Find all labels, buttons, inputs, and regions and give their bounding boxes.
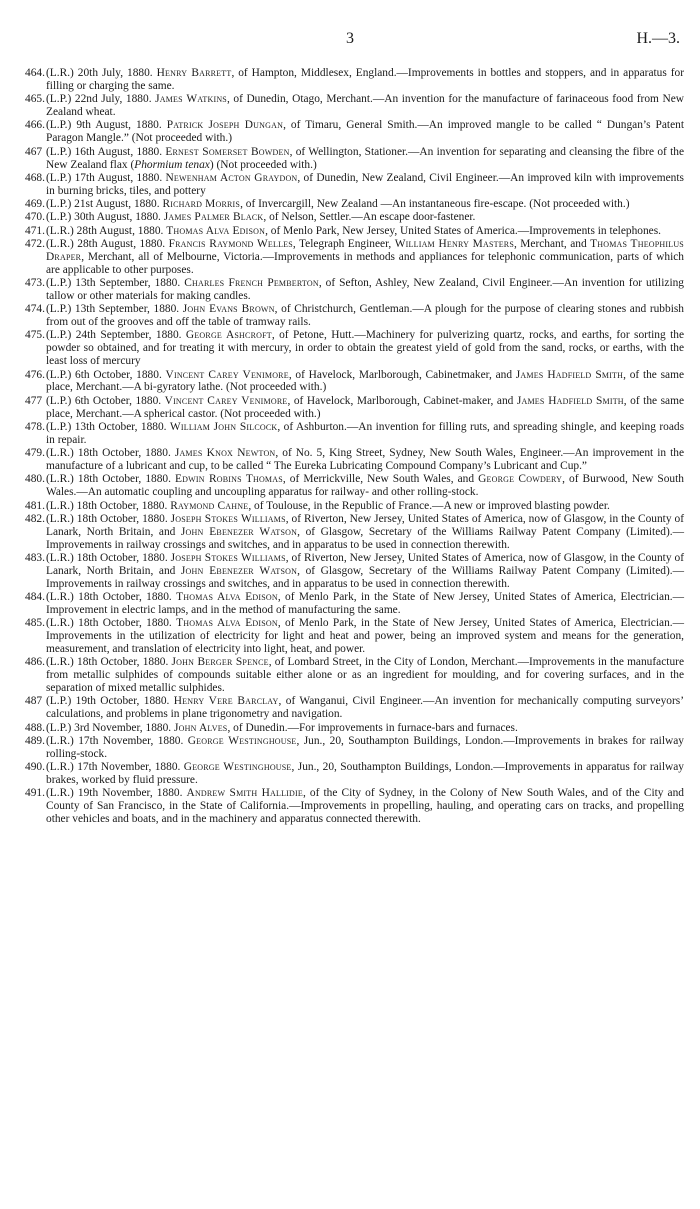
- entry-number: 471.: [25, 224, 45, 237]
- entry-text: , of Timaru, General Smith.—An improved mangle to be called “ Dungan’s Patent Paragon Mangle.” (Not proceeded with.): [46, 119, 684, 145]
- entry-text: , of Christchurch, Gentleman.—A plough for the purpose of clearing stones and rubbish from out of the grooves and off the table of tramway rails.: [46, 303, 684, 329]
- entry-text: (L.R.) 17th November, 1880.: [46, 734, 188, 747]
- entry-text: (L.P.) 24th September, 1880.: [46, 329, 186, 342]
- entry-number: 487: [25, 695, 43, 708]
- entry-text: , of Petone, Hutt.—Machinery for pulverizing quartz, rocks, and earths, for sorting the powder so obtained, and for treating it with mercury, in order to obtain the greatest yield of gold from the sand, rocks, or earths, with the least loss of mercury: [46, 329, 685, 368]
- entry-name: Thomas Theophilus Draper: [46, 237, 684, 263]
- entry-text: , of Havelock, Marlborough, Cabinetmaker, and: [288, 368, 516, 381]
- entry-number: 477: [25, 394, 43, 407]
- entry-text: (L.P.) 21st August, 1880.: [46, 198, 163, 211]
- entry-number: 483.: [25, 551, 45, 564]
- entry-name: John Ebenezer Watson: [180, 525, 298, 538]
- entry-number: 485.: [25, 617, 45, 630]
- entry-name: George Cowdery: [478, 473, 563, 486]
- entry-text: , of Wellington, Stationer.—An invention for separating and cleansing the fibre of the New Zealand flax (: [46, 145, 684, 171]
- entry-text: (L.R.) 18th October, 1880.: [46, 617, 177, 630]
- entry-text: , of the same place, Merchant.—A bi-gyratory lathe. (Not proceeded with.): [46, 368, 684, 394]
- patent-entry: [25, 512, 684, 552]
- entry-number: 479.: [25, 447, 45, 460]
- patent-entry: [25, 656, 684, 695]
- entry-name: Henry Barrett: [156, 67, 232, 79]
- entry-number: 475.: [25, 329, 45, 342]
- entry-text: (L.P.) 3rd November, 1880.: [46, 721, 174, 734]
- entry-text: (L.R.) 18th October, 1880.: [46, 473, 175, 486]
- entry-number: 489.: [25, 734, 45, 747]
- patent-entry: [25, 211, 684, 224]
- entry-text: , Merchant, all of Melbourne, Victoria.—Improvements in methods and appliances for telephonic communication, parts of which are applicable to other purposes.: [46, 250, 684, 276]
- patent-entry: [25, 237, 684, 277]
- patent-entry: [25, 695, 684, 721]
- entry-name: Vincent Carey Venimore: [165, 368, 289, 381]
- patent-entry: [25, 93, 684, 119]
- entry-number: 464.: [25, 67, 45, 79]
- entry-text: , of Havelock, Marlborough, Cabinet-maker, and: [287, 394, 517, 407]
- entry-text: (L.P.) 9th August, 1880.: [46, 119, 167, 132]
- patent-entry: [25, 420, 684, 447]
- patent-entry: [25, 551, 684, 591]
- entry-text: (L.P.) 13th September, 1880.: [46, 277, 185, 290]
- patent-entry: [25, 67, 685, 93]
- entry-text: (L.P.) 6th October, 1880.: [46, 368, 166, 381]
- entry-text: ) (Not proceeded with.): [209, 158, 317, 171]
- entry-text: , of the City of Sydney, in the Colony of New South Wales, and of the City and County of San Francisco, in the State of California.—Improvements in propelling, hauling, and operating cars on tracks, and propelling other vehicles and boats, and in the machinery and apparatus connected therewith.: [46, 787, 685, 826]
- patent-entry: [25, 329, 685, 368]
- patent-entry: [25, 473, 684, 499]
- entry-name: William John Silcock: [169, 420, 278, 433]
- entry-number: 491.: [25, 787, 45, 800]
- entry-text: (L.R.) 18th October, 1880.: [46, 512, 171, 525]
- entry-text: , of Merrickville, New South Wales, and: [282, 473, 479, 486]
- entry-number: 468.: [25, 171, 45, 184]
- patent-entry: [25, 171, 684, 198]
- entry-number: 474.: [25, 303, 45, 316]
- entry-name: Ernest Somerset Bowden: [165, 145, 290, 158]
- entry-name: James Watkins: [155, 93, 227, 106]
- entry-name: James Hadfield Smith: [515, 368, 624, 381]
- entry-name: Andrew Smith Hallidie: [186, 787, 303, 800]
- patent-entry: [25, 761, 684, 787]
- entry-number: 472.: [25, 237, 45, 250]
- entry-text: , Telegraph Engineer,: [292, 237, 395, 250]
- entry-name: George Westinghouse: [187, 734, 297, 747]
- patent-entry: [25, 198, 684, 211]
- entry-number: 482.: [25, 512, 45, 525]
- entry-name: John Berger Spence: [171, 656, 269, 669]
- patent-entry: [25, 119, 684, 145]
- entry-number: 465.: [25, 93, 45, 106]
- entry-text: , of Dunedin, New Zealand, Civil Engineer.—An improved kiln with improvements in burning bricks, tiles, and pottery: [46, 171, 684, 197]
- entry-text: (L.R.) 17th November, 1880.: [46, 761, 184, 774]
- entry-text: (L.R.) 28th August, 1880.: [46, 224, 167, 237]
- patent-entry: [25, 303, 684, 329]
- entry-name: Edwin Robins Thomas: [175, 473, 283, 486]
- entry-name: George Westinghouse: [183, 761, 292, 774]
- entry-number: 467: [25, 145, 43, 158]
- entry-name: Joseph Stokes Williams: [170, 551, 286, 564]
- entry-italic-text: Phormium tenax: [134, 158, 210, 171]
- entry-text: (L.P.) 16th August, 1880.: [46, 145, 166, 158]
- patent-entry: [25, 224, 684, 238]
- entry-text: (L.R.) 18th October, 1880.: [46, 447, 175, 460]
- entry-text: , of Burwood, New South Wales.—An automatic coupling and uncoupling apparatus for railway- and other rolling-stock.: [46, 473, 684, 499]
- entry-text: (L.R.) 19th November, 1880.: [46, 787, 187, 800]
- entry-text: , of Nelson, Settler.—An escape door-fastener.: [263, 211, 476, 224]
- entry-text: , Merchant, and: [514, 237, 591, 250]
- entry-text: , of Lombard Street, in the City of London, Merchant.—Improvements in the manufacture from metallic sulphides of compounds suitable either alone or as an ingredient for moulding, and for covering surfaces, and in the separation of mixed metallic sulphides.: [46, 656, 684, 695]
- entry-name: Vincent Carey Venimore: [164, 394, 288, 407]
- entry-number: 480.: [25, 473, 45, 486]
- entry-number: 486.: [25, 656, 45, 669]
- patent-entries-list: [25, 67, 685, 827]
- entry-text: (L.P.) 30th August, 1880.: [46, 211, 164, 224]
- patent-entry: [25, 394, 685, 421]
- entry-text: (L.P.) 19th October, 1880.: [46, 695, 174, 708]
- entry-text: , of Hampton, Middlesex, England.—Improvements in bottles and stoppers, and in apparatus for filling or charging the same.: [46, 67, 685, 92]
- patent-entry: [25, 591, 685, 617]
- patent-entry: [25, 721, 684, 735]
- entry-number: 470.: [25, 211, 45, 224]
- entry-number: 478.: [25, 420, 45, 433]
- entry-text: , of Menlo Park, New Jersey, United States of America.—Improvements in telephones.: [265, 224, 662, 237]
- entry-name: James Palmer Black: [163, 211, 264, 224]
- entry-text: (L.R.) 18th October, 1880.: [46, 656, 172, 669]
- entry-text: , of Toulouse, in the Republic of France.—A new or improved blasting powder.: [248, 499, 610, 512]
- entry-text: , of Invercargill, New Zealand —An instantaneous fire-escape. (Not proceeded with.): [240, 198, 630, 211]
- entry-name: James Hadfield Smith: [516, 394, 624, 407]
- entry-name: John Evans Brown: [182, 303, 275, 316]
- patent-entry: [25, 145, 684, 172]
- entry-number: 476.: [25, 368, 45, 381]
- entry-text: , of the same place, Merchant.—A spherical castor. (Not proceeded with.): [46, 394, 685, 420]
- entry-number: 466.: [25, 119, 45, 132]
- entry-name: John Alves: [173, 721, 228, 734]
- entry-number: 473.: [25, 277, 45, 290]
- entry-name: George Ashcroft: [185, 329, 272, 342]
- entry-text: , of Dunedin, Otago, Merchant.—An invention for the manufacture of farinaceous food from New Zealand wheat.: [46, 93, 684, 119]
- entry-name: John Ebenezer Watson: [180, 564, 298, 577]
- entry-name: Henry Vere Barclay: [173, 695, 279, 708]
- entry-text: , of Glasgow, Secretary of the Williams Railway Patent Company (Limited).—Improvements in railway crossings and switches, and in apparatus to be used in connection therewith.: [46, 525, 684, 551]
- entry-number: 488.: [25, 721, 45, 734]
- entry-text: , of Sefton, Ashley, New Zealand, Civil Engineer.—An invention for utilizing tallow or other materials for making candles.: [46, 277, 684, 302]
- entry-text: , of Wanganui, Civil Engineer.—An invention for mechanically computing surveyors’ calculations, and problems in plane trigonometry and navigation.: [46, 695, 684, 721]
- entry-name: William Henry Masters: [394, 237, 514, 250]
- patent-entry: [25, 617, 685, 656]
- entry-text: , of No. 5, King Street, Sydney, New South Wales, Engineer.—An improvement in the manufacture of a lubricant and cup, to be called “ The Eureka Lubricating Compound Company’s Lubricant and Cup.”: [46, 447, 684, 473]
- entry-text: , Jun., 20, Southampton Buildings, London.—Improvements in apparatus for railway brakes, worked by fluid pressure.: [46, 761, 684, 787]
- page-header: [0, 30, 700, 52]
- entry-text: (L.R.) 20th July, 1880.: [46, 67, 157, 79]
- entry-number: 481.: [25, 499, 45, 512]
- entry-text: , of Riverton, New Jersey, United States of America, now of Glasgow, in the County of Lanark, North Britain, and: [46, 512, 684, 538]
- entry-text: (L.P.) 17th August, 1880.: [46, 171, 166, 184]
- entry-name: Thomas Alva Edison: [176, 617, 278, 630]
- entry-text: , of Ashburton.—An invention for filling ruts, and spreading shingle, and keeping roads in repair.: [46, 420, 684, 446]
- patent-entry: [25, 499, 684, 513]
- entry-number: 469.: [25, 198, 45, 211]
- entry-text: (L.R.) 18th October, 1880.: [46, 591, 177, 604]
- entry-name: Patrick Joseph Dungan: [166, 119, 284, 132]
- entry-text: (L.P.) 22nd July, 1880.: [46, 93, 156, 106]
- entry-text: , Jun., 20, Southampton Buildings, London.—Improvements in brakes for railway rolling-stock.: [46, 734, 684, 760]
- entry-name: Richard Morris: [162, 198, 241, 211]
- entry-name: James Knox Newton: [174, 447, 276, 460]
- entry-text: , of Glasgow, Secretary of the Williams Railway Patent Company (Limited).—Improvements in railway crossings and switches, and in apparatus to be used in connection therewith.: [46, 564, 684, 590]
- entry-text: , of Menlo Park, in the State of New Jersey, United States of America, Electrician.—Improvement in electric lamps, and in the method of manufacturing the same.: [46, 591, 685, 616]
- entry-number: 484.: [25, 591, 45, 604]
- entry-name: Thomas Alva Edison: [166, 224, 266, 237]
- entry-text: (L.R.) 18th October, 1880.: [46, 499, 171, 512]
- entry-text: (L.R.) 18th October, 1880.: [46, 551, 171, 564]
- entry-name: Charles French Pemberton: [184, 277, 319, 290]
- entry-text: , of Menlo Park, in the State of New Jersey, United States of America, Electrician.—Improvements in the utilization of electricity for light and heat and power, being an improved system and means for the generation, measurement, and translation of electricity into light, heat, and power.: [46, 617, 685, 656]
- document-code: H.—3.: [636, 30, 680, 47]
- patent-entry: [25, 277, 684, 303]
- entry-name: Newenham Acton Graydon: [165, 171, 298, 184]
- entry-text: (L.P.) 13th October, 1880.: [46, 420, 170, 433]
- entry-number: 490.: [25, 761, 45, 774]
- entry-text: , of Dunedin.—For improvements in furnace-bars and furnaces.: [227, 721, 518, 734]
- patent-entry: [25, 447, 684, 473]
- page-number: 3: [346, 30, 354, 47]
- patent-entry: [25, 368, 684, 395]
- entry-name: Raymond Cahne: [170, 499, 249, 512]
- patent-entry: [25, 787, 685, 826]
- entry-text: (L.R.) 28th August, 1880.: [46, 237, 169, 250]
- entry-text: , of Riverton, New Jersey, United States of America, now of Glasgow, in the County of Lanark, North Britain, and: [46, 551, 684, 577]
- entry-name: Francis Raymond Welles: [168, 237, 293, 250]
- entry-text: (L.P.) 6th October, 1880.: [46, 394, 165, 407]
- entry-name: Thomas Alva Edison: [176, 591, 278, 604]
- patent-entry: [25, 734, 684, 761]
- entry-name: Joseph Stokes Williams: [170, 512, 286, 525]
- entry-text: (L.P.) 13th September, 1880.: [46, 303, 183, 316]
